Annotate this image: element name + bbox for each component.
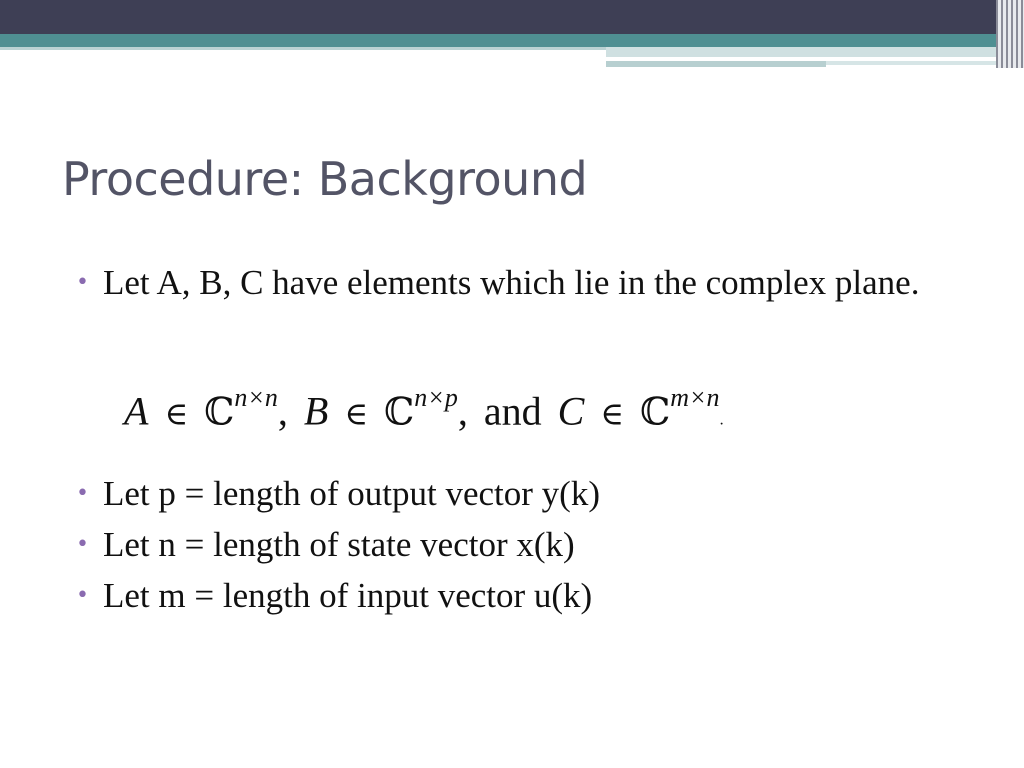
header-band-teal bbox=[0, 34, 1024, 47]
bullet-icon: • bbox=[76, 481, 89, 506]
matrix-dimension-formula bbox=[124, 372, 724, 432]
formula-var-b: B bbox=[303, 388, 329, 434]
header-accent-3 bbox=[606, 61, 826, 67]
header-band-dark bbox=[0, 0, 1024, 34]
header-band-light bbox=[0, 47, 606, 50]
bullet-item bbox=[76, 468, 976, 519]
bullet-icon: • bbox=[76, 583, 89, 608]
header-vertical-stripes bbox=[996, 0, 1024, 68]
bullet-text: Let p = length of output vector y(k) bbox=[103, 474, 600, 513]
formula-complex-symbol: ℂ bbox=[384, 389, 415, 434]
formula-element-of-symbol: ∈ bbox=[164, 394, 189, 433]
bullet-text: Let m = length of input vector u(k) bbox=[103, 576, 593, 615]
bullet-text: Let n = length of state vector x(k) bbox=[103, 525, 575, 564]
bullet-icon: • bbox=[76, 270, 89, 295]
formula-period: . bbox=[719, 411, 724, 429]
bullet-list-top bbox=[76, 262, 976, 304]
slide-title: Procedure: Background bbox=[62, 152, 588, 206]
bullet-item bbox=[76, 262, 976, 304]
bullet-text: Let A, B, C have elements which lie in the complex plane. bbox=[103, 263, 920, 302]
formula-element-of-symbol: ∈ bbox=[344, 394, 369, 433]
bullet-list-bottom bbox=[76, 468, 976, 621]
formula-element-of-symbol: ∈ bbox=[600, 394, 624, 433]
header-accent-1 bbox=[606, 47, 996, 57]
formula-and: and bbox=[483, 388, 542, 434]
header-accent-4 bbox=[826, 61, 996, 65]
formula-comma: , bbox=[277, 388, 288, 434]
bullet-item bbox=[76, 519, 976, 570]
formula-exponent: n×p bbox=[414, 383, 458, 412]
bullet-icon: • bbox=[76, 532, 89, 557]
formula-complex-symbol: ℂ bbox=[204, 389, 235, 434]
formula-exponent: m×n bbox=[670, 383, 720, 412]
formula-var-a: A bbox=[124, 388, 149, 434]
formula-comma: , bbox=[457, 388, 468, 434]
formula-var-c: C bbox=[557, 388, 585, 434]
formula-complex-symbol: ℂ bbox=[639, 389, 671, 434]
formula-exponent: n×n bbox=[234, 383, 278, 412]
bullet-item bbox=[76, 570, 976, 621]
